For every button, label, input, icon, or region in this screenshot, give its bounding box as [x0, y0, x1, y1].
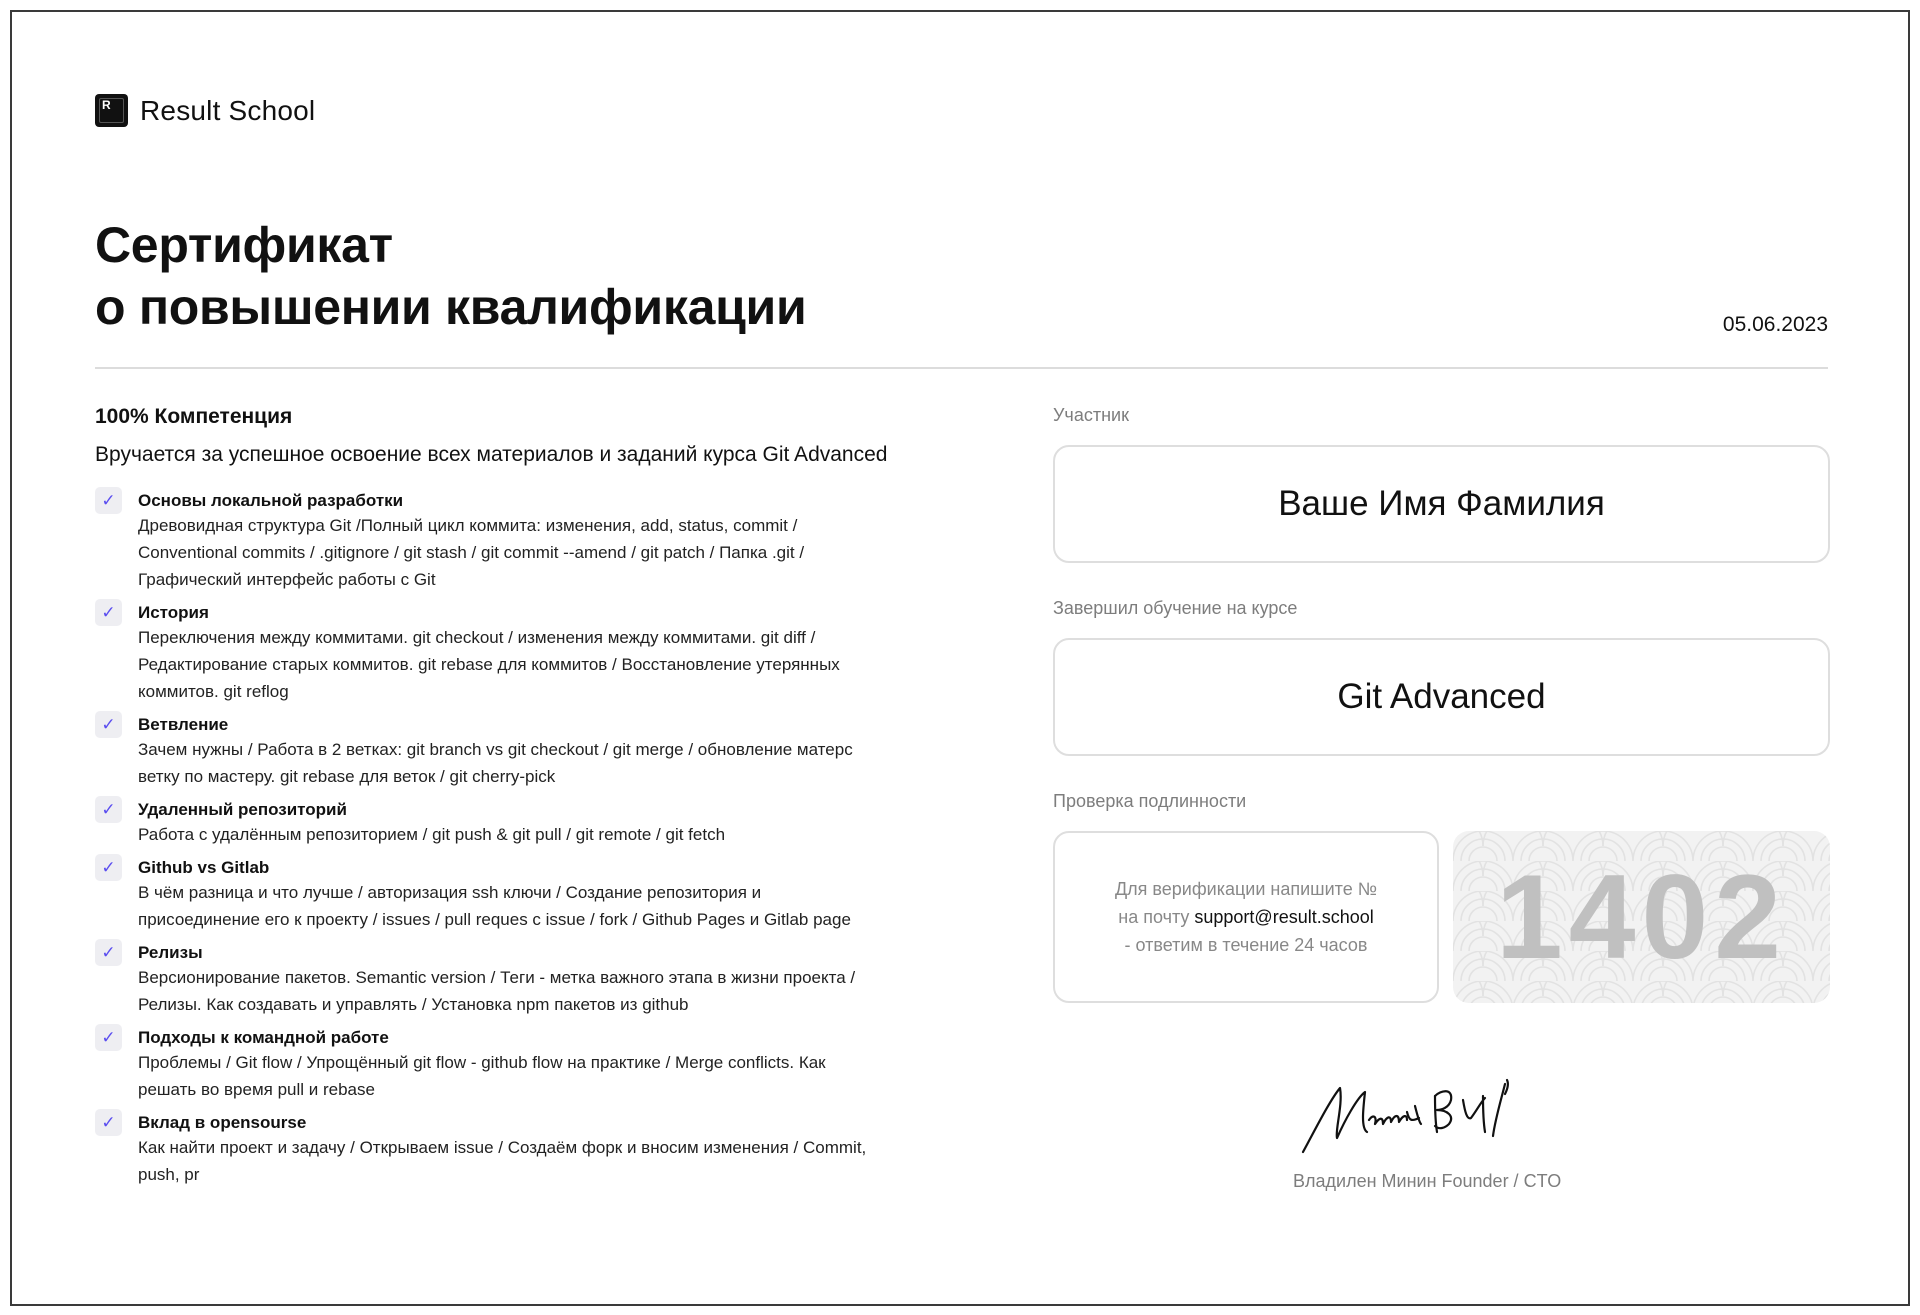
check-icon: ✓	[95, 854, 122, 881]
verification-label: Проверка подлинности	[1053, 791, 1247, 811]
topic-item	[95, 490, 995, 593]
topic-description: Древовидная структура Git /Полный цикл коммита: изменения, add, status, commit / Conventional commits / .gitignore / git stash / git commit --amend / git patch / Папка .git / Графический интерфейс работы с Git	[138, 516, 805, 589]
topic-item	[95, 714, 995, 790]
verification-prefix: на почту	[1118, 907, 1195, 927]
certificate-number-box	[1453, 831, 1830, 1003]
course-name-box: Git Advanced	[1053, 638, 1830, 756]
topic-title: Подходы к командной работе	[138, 1028, 389, 1047]
certificate-date: 05.06.2023	[1722, 313, 1828, 336]
topic-item	[95, 1112, 995, 1188]
competence-heading: 100% Компетенция	[95, 405, 293, 428]
verification-line-3: - ответим в течение 24 часов	[1124, 935, 1368, 955]
course-content	[95, 405, 995, 1197]
topic-item	[95, 1027, 995, 1103]
topic-title: Релизы	[138, 943, 203, 962]
check-icon: ✓	[95, 939, 122, 966]
topic-description: Версионирование пакетов. Semantic version / Теги - метка важного этапа в жизни проекта / Релизы. Как создавать и управлять / Установка npm пакетов из github	[138, 968, 856, 1014]
check-icon: ✓	[95, 1109, 122, 1136]
signature-icon	[1295, 1060, 1575, 1160]
course-label: Завершил обучение на курсе	[1053, 598, 1298, 618]
brand-logo	[95, 94, 315, 127]
topic-description: Зачем нужны / Работа в 2 ветках: git branch vs git checkout / git merge / обновление матерс ветку по мастеру. git rebase для веток / git cherry-pick	[138, 740, 853, 786]
topic-item	[95, 857, 995, 933]
topic-item	[95, 799, 995, 848]
topic-item	[95, 942, 995, 1018]
awarded-description: Вручается за успешное освоение всех материалов и заданий курса Git Advanced	[95, 443, 888, 466]
brand-name: Result School	[140, 94, 316, 126]
participant-name-box: Ваше Имя Фамилия	[1053, 445, 1830, 563]
participant-label: Участник	[1053, 405, 1129, 425]
title-line-2: о повышении квалификации	[95, 279, 807, 335]
topic-title: История	[138, 603, 209, 622]
header-divider	[95, 367, 1828, 369]
certificate-number: 1402	[1496, 850, 1787, 984]
topic-description: Работа с удалённым репозиторием / git push & git pull / git remote / git fetch	[138, 825, 726, 844]
certificate-title	[95, 214, 806, 338]
check-icon: ✓	[95, 487, 122, 514]
verification-row	[1053, 831, 1830, 1003]
title-line-1: Сертификат	[95, 217, 393, 273]
support-email-link[interactable]: support@result.school	[1194, 907, 1374, 927]
check-icon: ✓	[95, 711, 122, 738]
certificate-details	[1053, 405, 1830, 1003]
topic-title: Github vs Gitlab	[138, 858, 270, 877]
topic-title: Ветвление	[138, 715, 229, 734]
topic-description: Как найти проект и задачу / Открываем issue / Создаём форк и вносим изменения / Commit, push, pr	[138, 1138, 867, 1184]
check-icon: ✓	[95, 1024, 122, 1051]
topic-description: Проблемы / Git flow / Упрощённый git flow - github flow на практике / Merge conflicts. Как решать во время pull и rebase	[138, 1053, 826, 1099]
topic-title: Основы локальной разработки	[138, 491, 404, 510]
topic-title: Вклад в opensourse	[138, 1113, 307, 1132]
topic-description: В чём разница и что лучше / авторизация ssh ключи / Создание репозитория и присоединение его к проекту / issues / pull reques c issue / fork / Github Pages и Gitlab page	[138, 883, 851, 929]
topic-list	[95, 490, 995, 1188]
topic-description: Переключения между коммитами. git checkout / изменения между коммитами. git diff / Редактирование старых коммитов. git rebase для коммитов / Восстановление утерянных коммитов. git reflog	[138, 628, 840, 701]
verification-line-2	[1115, 903, 1377, 931]
verification-instructions	[1053, 831, 1439, 1003]
topic-item	[95, 602, 995, 705]
signer-name: Владилен Минин Founder / CTO	[1293, 1171, 1562, 1191]
check-icon: ✓	[95, 599, 122, 626]
check-icon: ✓	[95, 796, 122, 823]
logo-letter: R	[102, 98, 111, 112]
topic-title: Удаленный репозиторий	[138, 800, 347, 819]
verification-line-1: Для верификации напишите №	[1114, 879, 1378, 899]
logo-mark-icon	[95, 94, 128, 127]
